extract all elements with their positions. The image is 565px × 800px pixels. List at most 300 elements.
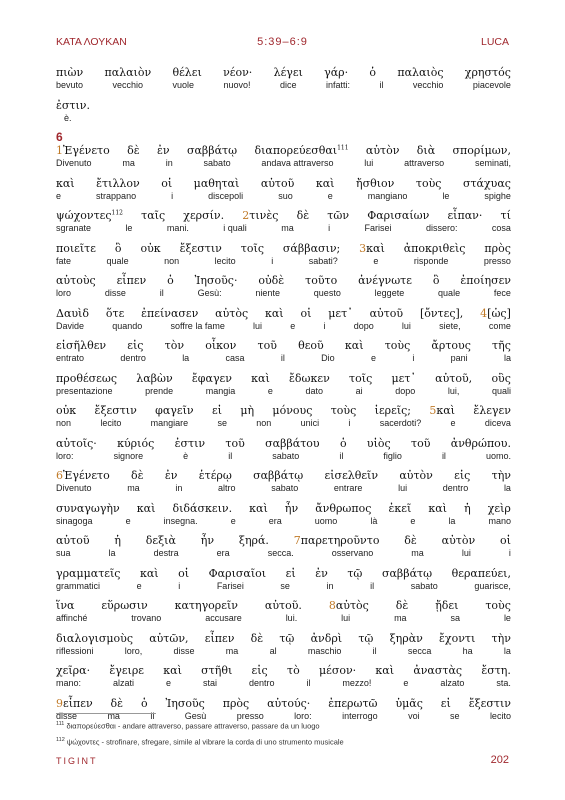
interlinear-block xyxy=(56,567,511,592)
interlinear-block xyxy=(56,632,511,657)
footnote-number: 112 xyxy=(56,737,65,743)
italian-word: dopo xyxy=(353,320,374,331)
italian-word: suo xyxy=(278,190,293,201)
italian-line xyxy=(56,386,511,397)
italian-word: Divenuto xyxy=(56,158,92,168)
greek-word: οἱ xyxy=(500,534,511,547)
greek-line xyxy=(56,372,511,386)
greek-line xyxy=(56,469,511,483)
italian-word: ha xyxy=(462,645,473,656)
italian-word: loro, xyxy=(124,645,143,656)
italian-word: siete, xyxy=(439,320,461,331)
footnote-111 xyxy=(56,721,320,731)
italian-word: il xyxy=(441,450,446,461)
italian-word: dentro xyxy=(442,483,469,493)
verse-number: 7 xyxy=(293,534,301,547)
italian-word: stai xyxy=(202,678,217,688)
greek-word: δὲ xyxy=(404,534,417,547)
italian-word: mani. xyxy=(166,223,189,233)
greek-word: διαπορεύεσθαι$^{111}$ xyxy=(254,144,349,157)
italian-word: i xyxy=(178,580,181,591)
italian-word: lui xyxy=(461,548,471,558)
italian-word: mezzo! xyxy=(342,678,372,688)
greek-word: στάχυας xyxy=(462,176,511,190)
italian-word: e xyxy=(136,580,142,591)
italian-word: casa xyxy=(225,353,245,363)
italian-word: quali xyxy=(491,385,511,396)
italian-word: lui xyxy=(401,320,411,331)
greek-word: αὐτοῦ. xyxy=(264,599,302,612)
greek-word: 3καὶ xyxy=(359,241,385,255)
italian-word: mano: xyxy=(56,678,82,688)
italian-word: bevuto xyxy=(56,80,84,90)
greek-line xyxy=(56,66,511,80)
italian-word: alzati xyxy=(112,678,134,688)
greek-word: θέλει xyxy=(172,66,202,79)
italian-word: mano xyxy=(488,515,511,526)
greek-word: ἑτέρῳ xyxy=(198,469,232,482)
greek-word: οὓς xyxy=(491,371,511,385)
greek-word: εἰσελθεῖν xyxy=(324,469,379,482)
italian-word: è. xyxy=(64,112,72,123)
greek-line xyxy=(56,144,511,158)
italian-word: il xyxy=(150,710,155,721)
italian-word: là xyxy=(370,515,378,526)
greek-word: εἶπαν· xyxy=(447,209,483,222)
italian-word: i xyxy=(348,418,351,428)
greek-line xyxy=(56,437,511,451)
greek-word: ὃ xyxy=(432,274,440,287)
italian-word: prende xyxy=(145,385,174,396)
italian-word: secca xyxy=(407,645,432,656)
interlinear-block xyxy=(56,664,511,689)
italian-word: il xyxy=(280,353,285,363)
italian-word: quando xyxy=(112,320,143,331)
italian-word: quale xyxy=(438,288,461,298)
italian-word: il xyxy=(159,288,164,298)
greek-word: ἦν xyxy=(284,501,299,515)
greek-word: σαββάτῳ xyxy=(186,144,238,157)
italian-word: e xyxy=(290,320,296,331)
greek-word: υἱὸς xyxy=(366,436,391,450)
greek-word: οὐδὲ xyxy=(258,274,285,287)
greek-word: τοῖς xyxy=(240,241,264,255)
greek-word: Ἰησοῦς· xyxy=(194,274,238,287)
greek-line xyxy=(56,177,511,191)
verse-number: 6 xyxy=(56,469,63,482)
italian-word: signore xyxy=(113,450,144,461)
italian-line xyxy=(56,288,511,299)
italian-word: non xyxy=(164,255,180,266)
italian-word: la xyxy=(503,353,511,363)
greek-line xyxy=(56,664,511,678)
greek-word: παλαιὸν xyxy=(104,66,152,79)
greek-word: καὶ xyxy=(136,501,156,515)
greek-word: τῷ xyxy=(358,631,374,645)
italian-word: maschio xyxy=(307,645,342,656)
italian-word: strappano xyxy=(96,190,137,201)
verse-number: 8 xyxy=(328,599,336,612)
greek-word: 6Ἐγένετο xyxy=(56,469,110,482)
italian-word: sabato xyxy=(203,158,231,168)
greek-word: ἀποκριθεὶς xyxy=(403,241,466,255)
greek-word: τοῖς xyxy=(349,371,373,385)
italian-word: il xyxy=(370,580,375,591)
greek-word: χερσίν. xyxy=(183,209,225,222)
italian-word: se xyxy=(450,710,460,721)
italian-word: dice xyxy=(279,80,297,90)
interlinear-block xyxy=(56,274,511,299)
greek-word: καὶ xyxy=(315,176,335,190)
interlinear-block xyxy=(56,66,511,91)
greek-word: χεῖρα· xyxy=(56,664,91,677)
italian-word: le xyxy=(503,613,511,623)
greek-word: αὐτὸν xyxy=(399,469,433,482)
italian-word: è xyxy=(183,450,189,461)
greek-word: ἐστιν xyxy=(174,436,206,450)
greek-word: ἐπείνασεν xyxy=(141,306,199,320)
greek-word: αὐτοῦ xyxy=(56,534,90,547)
greek-word: σπορίμων, xyxy=(452,144,511,157)
italian-word: e xyxy=(403,678,409,688)
italian-word: lui. xyxy=(285,613,298,623)
greek-word: μόνους xyxy=(272,404,313,417)
greek-word: ἐν xyxy=(157,144,170,157)
italian-word: presentazione xyxy=(56,385,113,396)
italian-word: cosa xyxy=(491,223,511,233)
verse-number: 5 xyxy=(429,404,437,417)
greek-word: αὐτοῦ xyxy=(260,176,295,190)
italian-word: niente xyxy=(255,288,280,298)
greek-word: διὰ xyxy=(416,144,436,157)
italian-word: vecchio xyxy=(412,80,444,90)
interlinear-block xyxy=(56,697,511,722)
italian-line xyxy=(56,256,511,267)
interlinear-block xyxy=(56,534,511,559)
greek-word: Φαρισαῖοι xyxy=(208,566,267,580)
greek-word: λέγει xyxy=(273,66,303,79)
greek-word: φαγεῖν xyxy=(155,404,194,417)
footnote-ref: 111 xyxy=(337,144,349,152)
footnote-number: 111 xyxy=(56,721,65,727)
greek-line xyxy=(56,697,511,711)
italian-word: pani xyxy=(450,353,468,363)
greek-word: ἔλεγεν xyxy=(473,404,511,417)
greek-word: ἱερεῖς; xyxy=(374,404,411,417)
interlinear-block xyxy=(56,177,511,202)
italian-word: lui xyxy=(341,613,351,623)
greek-word: μὴ xyxy=(240,404,255,417)
footnote-ref: 112 xyxy=(111,209,123,217)
italian-word: guarisce, xyxy=(474,580,511,591)
italian-word: lecito xyxy=(100,418,122,428)
italian-word: secca. xyxy=(267,548,294,558)
italian-word: lecito xyxy=(214,255,236,266)
italian-word: interrogo xyxy=(342,710,378,721)
italian-word: piacevole xyxy=(472,80,511,90)
greek-word: κύριός xyxy=(117,436,155,450)
greek-word: οἱ xyxy=(161,176,173,190)
greek-line xyxy=(56,99,511,113)
greek-line xyxy=(56,599,511,613)
italian-word: sabato xyxy=(272,450,300,461)
greek-word: ἐποίησεν xyxy=(460,274,511,287)
greek-line xyxy=(56,502,511,516)
italian-word: sabato xyxy=(271,483,299,493)
greek-word: Δαυὶδ xyxy=(56,306,89,320)
italian-line xyxy=(56,548,511,559)
greek-word: ἵνα xyxy=(56,599,75,612)
italian-word: discepoli xyxy=(208,190,244,201)
italian-word: ma xyxy=(127,483,140,493)
greek-word: ποιεῖτε xyxy=(56,241,96,255)
greek-word: εἰ xyxy=(440,696,451,710)
interlinear-block xyxy=(56,339,511,364)
greek-word: παλαιὸς xyxy=(397,66,444,79)
italian-word: entrato xyxy=(56,353,85,363)
italian-word: sabato xyxy=(410,580,438,591)
italian-word: dissero: xyxy=(425,223,458,233)
greek-word: αὐτοῦ xyxy=(369,306,404,320)
greek-word: θεραπεύει, xyxy=(451,566,511,580)
italian-word: riflessioni xyxy=(56,645,94,656)
greek-word: τὴν xyxy=(491,469,511,482)
greek-word: αὐτοῦ, xyxy=(435,371,473,385)
italian-word: lecito xyxy=(489,710,511,721)
interlinear-block xyxy=(56,242,511,267)
greek-word: πιὼν xyxy=(56,66,84,79)
greek-word: αὐτὸν xyxy=(441,534,476,547)
italian-word: se xyxy=(280,580,290,591)
greek-word: ψώχοντες$^{112}$ xyxy=(56,209,123,222)
greek-word: ὅτε xyxy=(105,306,125,320)
footnote-text: διαπορεύεσθαι - andare attraverso, passare attraverso, passare da un luogo xyxy=(66,721,320,731)
interlinear-block xyxy=(56,307,511,332)
greek-word: τοὺς xyxy=(330,404,357,417)
italian-word: sta. xyxy=(496,678,511,688)
greek-word: ἔτιλλον xyxy=(96,176,140,190)
italian-word: ma xyxy=(225,645,239,656)
italian-word: la xyxy=(448,515,456,526)
italian-word: vecchio xyxy=(112,80,144,90)
italian-word: e xyxy=(450,418,456,428)
greek-word: δὲ xyxy=(250,631,264,645)
greek-word: μετ᾽ xyxy=(328,306,353,320)
italian-word: risponde xyxy=(413,255,449,266)
italian-word: ma xyxy=(281,223,294,233)
greek-line xyxy=(56,404,511,418)
greek-word: συναγωγὴν xyxy=(56,501,120,515)
italian-word: la xyxy=(503,483,511,493)
greek-line xyxy=(56,632,511,646)
italian-word: e xyxy=(267,385,273,396)
greek-word: καὶ xyxy=(56,176,75,190)
italian-line xyxy=(56,678,511,689)
italian-word: insegna. xyxy=(163,515,198,526)
greek-word: εἰς xyxy=(454,469,471,482)
greek-word: καὶ xyxy=(251,371,270,385)
greek-word: μέσον· xyxy=(318,664,357,677)
italian-word: trovano xyxy=(131,613,162,623)
italian-line xyxy=(56,353,511,364)
greek-word: προθέσεως xyxy=(56,371,117,385)
greek-word: εἶπεν xyxy=(204,631,235,645)
italian-word: fate xyxy=(56,255,72,266)
greek-word: 2τινὲς xyxy=(242,209,279,222)
greek-word: ἔφαγεν xyxy=(191,371,232,385)
italian-word: Divenuto xyxy=(56,483,92,493)
greek-line xyxy=(56,307,511,321)
greek-word: 8αὐτὸς xyxy=(328,599,369,612)
italian-word: non xyxy=(256,418,272,428)
greek-word: αὐτῶν, xyxy=(149,631,189,645)
greek-word: αὐτὸς xyxy=(215,306,249,320)
italian-word: Farisei xyxy=(364,223,392,233)
greek-word: τοῦ xyxy=(225,436,245,450)
italian-word: grammatici xyxy=(56,580,101,591)
greek-word: ἔξεστιν xyxy=(94,404,137,417)
verse-number: 1 xyxy=(56,144,63,157)
greek-word: ἀνέγνωτε xyxy=(358,274,412,287)
italian-word: Dio xyxy=(321,353,335,363)
greek-word: ἐστιν. xyxy=(56,98,90,112)
italian-word: seminati, xyxy=(474,158,511,168)
greek-word: ἐν xyxy=(164,469,178,482)
italian-word: i quali xyxy=(223,223,247,233)
italian-word: i xyxy=(323,320,326,331)
italian-word: andava attraverso xyxy=(261,158,334,168)
greek-word: καὶ xyxy=(140,566,159,580)
italian-word: Gesù: xyxy=(197,288,222,298)
greek-word: ἡ xyxy=(464,501,471,515)
greek-word: ἔστη. xyxy=(481,664,511,677)
footnote-112 xyxy=(56,737,344,747)
italian-word: quale xyxy=(106,255,129,266)
italian-line xyxy=(56,418,511,429)
italian-word: e xyxy=(125,515,131,526)
greek-word: ὁ xyxy=(167,274,174,287)
greek-word: δὲ xyxy=(395,599,409,612)
italian-line xyxy=(56,113,511,124)
greek-word: εἰς xyxy=(251,664,268,677)
greek-word: τί xyxy=(500,209,511,222)
italian-word: dentro xyxy=(120,353,146,363)
greek-word: εἰ xyxy=(285,566,296,580)
italian-line xyxy=(56,516,511,527)
greek-word: αὐτούς· xyxy=(267,696,311,710)
italian-word: sua xyxy=(56,548,71,558)
greek-word: εὕρωσιν xyxy=(101,599,148,612)
greek-word: ὃ xyxy=(114,241,122,255)
header-book-name: LUCA xyxy=(480,36,509,48)
greek-word: εἰ xyxy=(211,404,222,417)
italian-word: ma xyxy=(411,548,424,558)
italian-word: il xyxy=(379,80,384,90)
greek-line xyxy=(56,534,511,548)
greek-word: ἄνθρωπος xyxy=(315,501,372,515)
italian-word: ma xyxy=(122,158,135,168)
greek-word: γραμματεῖς xyxy=(56,566,121,580)
greek-word: ξηρά. xyxy=(238,534,269,547)
greek-word: 9εἶπεν xyxy=(56,696,93,710)
italian-word: soffre la fame xyxy=(170,320,225,331)
interlinear-block xyxy=(56,437,511,462)
greek-word: διδάσκειν. xyxy=(172,501,233,515)
italian-word: e xyxy=(230,515,236,526)
chapter-number: 6 xyxy=(56,130,63,144)
greek-word: 5καὶ xyxy=(429,404,455,417)
italian-word: il xyxy=(306,678,311,688)
italian-word: altro xyxy=(218,483,236,493)
greek-word: δὲ xyxy=(296,209,310,222)
greek-word: ἐν xyxy=(315,566,328,580)
italian-word: in xyxy=(175,483,183,493)
greek-word: δὲ xyxy=(131,469,144,482)
greek-word: ἀναστὰς xyxy=(413,664,463,677)
italian-word: sgranate xyxy=(56,223,92,233)
footnote-divider xyxy=(56,713,156,714)
greek-word: τὸ xyxy=(287,664,300,677)
italian-word: lui xyxy=(398,483,408,493)
greek-word: τοὺς xyxy=(485,599,511,612)
greek-word: στῆθι xyxy=(201,664,233,677)
italian-word: la xyxy=(182,353,190,363)
italian-word: affinché xyxy=(56,613,88,623)
italian-word: il xyxy=(228,450,233,461)
italian-word: dato xyxy=(305,385,324,396)
greek-word: τῷ xyxy=(279,631,295,645)
italian-word: ma xyxy=(394,613,407,623)
greek-word: δὲ xyxy=(127,144,140,157)
header-reference: 5:39–6:9 xyxy=(257,36,308,48)
interlinear-block xyxy=(56,599,511,624)
italian-word: unici xyxy=(300,418,320,428)
italian-word: le xyxy=(442,190,450,201)
greek-word: καὶ xyxy=(428,501,447,515)
verse-number: 9 xyxy=(56,696,63,710)
italian-word: i xyxy=(412,353,415,363)
greek-word: δὲ xyxy=(110,696,124,710)
italian-word: sabati? xyxy=(308,255,338,266)
greek-word: ξηρὰν xyxy=(389,631,423,645)
greek-word: μετ᾽ xyxy=(391,371,416,385)
italian-word: i xyxy=(328,223,331,233)
greek-word: Φαρισαίων xyxy=(367,209,430,222)
interlinear-block xyxy=(56,209,511,234)
verse-number: 4 xyxy=(480,306,488,320)
italian-line xyxy=(56,581,511,592)
italian-word: in xyxy=(326,580,334,591)
italian-word: ma xyxy=(107,710,120,721)
greek-word: τοὺς xyxy=(415,176,442,190)
greek-word: οἱ xyxy=(300,306,312,320)
italian-word: uomo. xyxy=(485,450,511,461)
greek-word: ἀνδρὶ xyxy=(310,631,343,645)
italian-word: disse xyxy=(104,288,126,298)
greek-word: ἐκεῖ xyxy=(388,501,412,515)
greek-word: σαββάτῳ xyxy=(253,469,304,482)
italian-word: questo xyxy=(313,288,341,298)
italian-word: come xyxy=(488,320,511,331)
greek-word: αὐτοὺς xyxy=(56,274,96,287)
greek-word: τοῦ xyxy=(257,339,277,352)
greek-word: ὑμᾶς xyxy=(395,696,423,710)
greek-word: 1Ἐγένετο xyxy=(56,144,110,157)
footnote-text: ψώχοντες - strofinare, sfregare, simile al vibrare la corda di uno strumento musicale xyxy=(66,737,344,747)
greek-word: καὶ xyxy=(344,339,364,352)
italian-word: infatti: xyxy=(325,80,350,90)
italian-word: e xyxy=(56,190,62,201)
